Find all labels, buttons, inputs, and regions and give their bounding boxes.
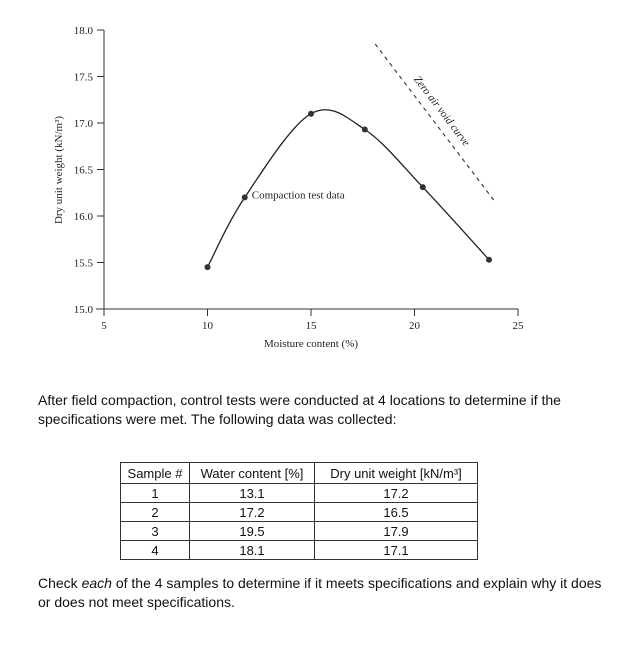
cell-dry-unit-weight: 17.9 xyxy=(315,522,478,541)
compaction-data-point xyxy=(205,264,211,270)
table-row xyxy=(121,484,478,503)
x-tick-label: 10 xyxy=(202,320,213,332)
table-row xyxy=(121,522,478,541)
x-tick-label: 25 xyxy=(512,320,524,332)
sample-table xyxy=(120,462,478,560)
question-text-start: Check xyxy=(38,575,82,591)
x-axis-label: Moisture content (%) xyxy=(263,338,359,350)
y-tick-label: 16.5 xyxy=(73,164,93,177)
header-sample: Sample # xyxy=(121,463,190,484)
table-header-row xyxy=(121,463,478,484)
cell-dry-unit-weight: 17.2 xyxy=(315,484,478,503)
x-axis xyxy=(96,309,524,332)
compaction-series-label: Compaction test data xyxy=(251,189,345,202)
question-emphasis: each xyxy=(81,575,112,591)
compaction-data-point xyxy=(362,127,368,133)
cell-water-content: 17.2 xyxy=(190,503,315,522)
compaction-data-point xyxy=(420,184,426,190)
y-tick-label: 17.5 xyxy=(73,71,93,84)
zero-air-void-label: Zero air void curve xyxy=(411,73,473,149)
cell-water-content: 13.1 xyxy=(190,484,315,503)
y-axis xyxy=(74,25,104,316)
y-tick-label: 15.0 xyxy=(73,304,93,316)
x-tick-label: 20 xyxy=(409,320,420,332)
table-row xyxy=(121,541,478,560)
compaction-data-point xyxy=(486,257,492,263)
x-tick-label: 5 xyxy=(101,320,107,332)
y-tick-label: 15.5 xyxy=(73,257,93,270)
compaction-curve xyxy=(208,110,490,267)
intro-paragraph: After field compaction, control tests were conducted at 4 locations to determine if the specifications were met. The following data was collected: xyxy=(38,392,561,427)
cell-water-content: 18.1 xyxy=(190,541,315,560)
header-dry-unit-weight: Dry unit weight [kN/m³] xyxy=(315,463,478,484)
y-tick-label: 16.0 xyxy=(73,211,93,223)
cell-dry-unit-weight: 16.5 xyxy=(315,503,478,522)
zero-air-void-curve xyxy=(375,44,495,202)
cell-dry-unit-weight: 17.1 xyxy=(315,541,478,560)
cell-water-content: 19.5 xyxy=(190,522,315,541)
table-row xyxy=(121,503,478,522)
y-axis-label: Dry unit weight (kN/m³) xyxy=(53,115,65,225)
y-tick-label: 18.0 xyxy=(73,25,93,37)
cell-sample: 2 xyxy=(121,503,190,522)
y-tick-label: 17.0 xyxy=(73,118,93,130)
x-tick-label: 15 xyxy=(305,320,317,332)
compaction-data-point xyxy=(242,194,248,200)
header-water-content: Water content [%] xyxy=(190,463,315,484)
cell-sample: 4 xyxy=(121,541,190,560)
compaction-data-point xyxy=(308,111,314,117)
cell-sample: 1 xyxy=(121,484,190,503)
question-text-end: of the 4 samples to determine if it meets specifications and explain why it does or does not meet specifications. xyxy=(38,575,602,610)
cell-sample: 3 xyxy=(121,522,190,541)
question-paragraph xyxy=(38,574,608,612)
series-layer xyxy=(205,44,496,270)
